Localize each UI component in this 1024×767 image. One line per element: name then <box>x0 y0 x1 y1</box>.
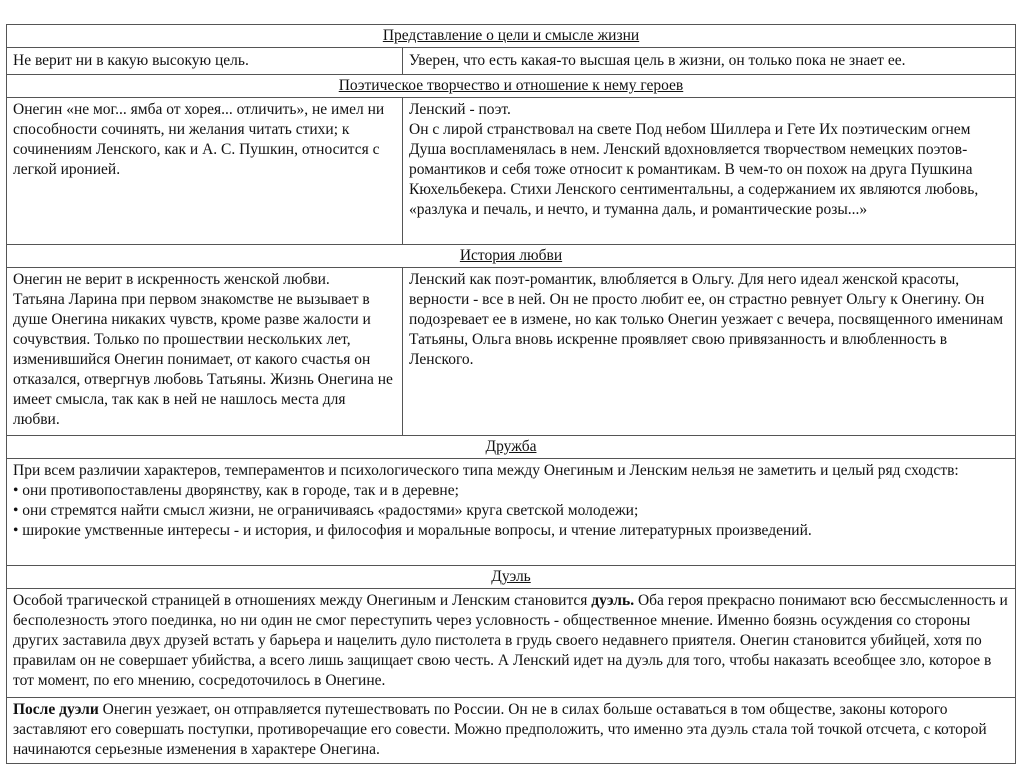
section-header-poetry: Поэтическое творчество и отношение к нему героев <box>7 74 1016 97</box>
section-header-purpose: Представление о цели и смысле жизни <box>7 25 1016 48</box>
section-header-friendship: Дружба <box>7 435 1016 458</box>
friendship-intro: При всем различии характеров, темпераментов и психологического типа между Онегиным и Ленским нельзя не заметить и целый ряд сходств: <box>13 462 959 480</box>
comparison-table <box>6 24 1016 764</box>
onegin-love-cell <box>7 267 403 435</box>
friendship-bullet: • они противопоставлены дворянству, как в городе, так и в деревне; <box>13 482 459 500</box>
lensky-poet-label: Ленский - поэт. <box>409 101 511 119</box>
lensky-poetry-text: Он с лирой странствовал на свете Под небом Шиллера и Гете Их поэтическим огнем Душа воспламенялась в нем. Ленский вдохновляется творчеством немецких поэтов-романтиков и себя тоже относит к романтикам. В чем-то он похож на друга Пушкина Кюхельбекера. Стихи Ленского сентиментальны, а содержанием их являются любовь, «разлука и печаль, и нечто, и туманна даль, и романтические розы...» <box>409 121 979 219</box>
section-header-love: История любви <box>7 244 1016 267</box>
friendship-cell <box>7 459 1016 566</box>
duel-text-rest: Оба героя прекрасно понимают всю бессмысленность и бесполезность этого поединка, но ни один не смог переступить через условность - общественное мнение. Именно боязнь осуждения со стороны других заставила двух друзей встать у барьера и нацелить дуло пистолета в грудь своего недавнего приятеля. Онегин становится убийцей, хотя по правилам он не совершает убийства, а всего лишь защищает свою честь. А Ленский идет на дуэль для того, чтобы наказать всеобщее зло, которое в тот момент, по его мнению, сосредоточилось в Онегине. <box>13 592 1008 690</box>
onegin-love-text: Татьяна Ларина при первом знакомстве не вызывает в душе Онегина никаких чувств, кроме разве жалости и сочувствия. Только по прошествии нескольких лет, изменившийся Онегин понимает, от какого счастья он отказался, отвергнув любовь Татьяны. Жизнь Онегина не имеет смысла, так как в ней не нашлось места для любви. <box>13 290 393 428</box>
friendship-bullet: • они стремятся найти смысл жизни, не ограничиваясь «радостями» круга светской молодежи; <box>13 502 639 520</box>
onegin-love-first: Онегин не верит в искренность женской любви. <box>13 270 330 288</box>
lensky-poetry-cell <box>403 98 1016 244</box>
duel-cell <box>7 589 1016 698</box>
lensky-love-cell: Ленский как поэт-романтик, влюбляется в Ольгу. Для него идеал женской красоты, верности - все в ней. Он не просто любит ее, он страстно ревнует Ольгу к Онегину. Он подозревает ее в измене, но как только Онегин уезжает с вечера, посвященного именинам Татьяны, Ольга вновь искренне проявляет свою привязанность и влюбленность в Ленского. <box>403 267 1016 435</box>
onegin-poetry-cell: Онегин «не мог... ямба от хорея... отличить», не имел ни способности сочинять, ни желания читать стихи; к сочинениям Ленского, как и А. С. Пушкин, относится с легкой иронией. <box>7 98 403 244</box>
lensky-purpose-cell: Уверен, что есть какая-то высшая цель в жизни, он только пока не знает ее. <box>403 48 1016 74</box>
after-duel-bold: После дуэли <box>13 700 99 718</box>
onegin-purpose-cell: Не верит ни в какую высокую цель. <box>7 48 403 74</box>
friendship-bullet: • широкие умственные интересы - и история, и философия и моральные вопросы, и чтение литературных произведений. <box>13 522 812 540</box>
after-duel-cell <box>7 697 1016 763</box>
duel-text-start: Особой трагической страницей в отношениях между Онегиным и Ленским становится <box>13 592 592 610</box>
after-duel-text: Онегин уезжает, он отправляется путешествовать по России. Он не в силах больше оставаться в том обществе, законы которого заставляют его совершать поступки, противоречащие его совести. Можно предположить, что именно эта дуэль стала той точкой отсчета, с которой начинаются серьезные изменения в характере Онегина. <box>13 700 987 758</box>
duel-bold-word: дуэль. <box>591 592 635 610</box>
section-header-duel: Дуэль <box>7 565 1016 588</box>
